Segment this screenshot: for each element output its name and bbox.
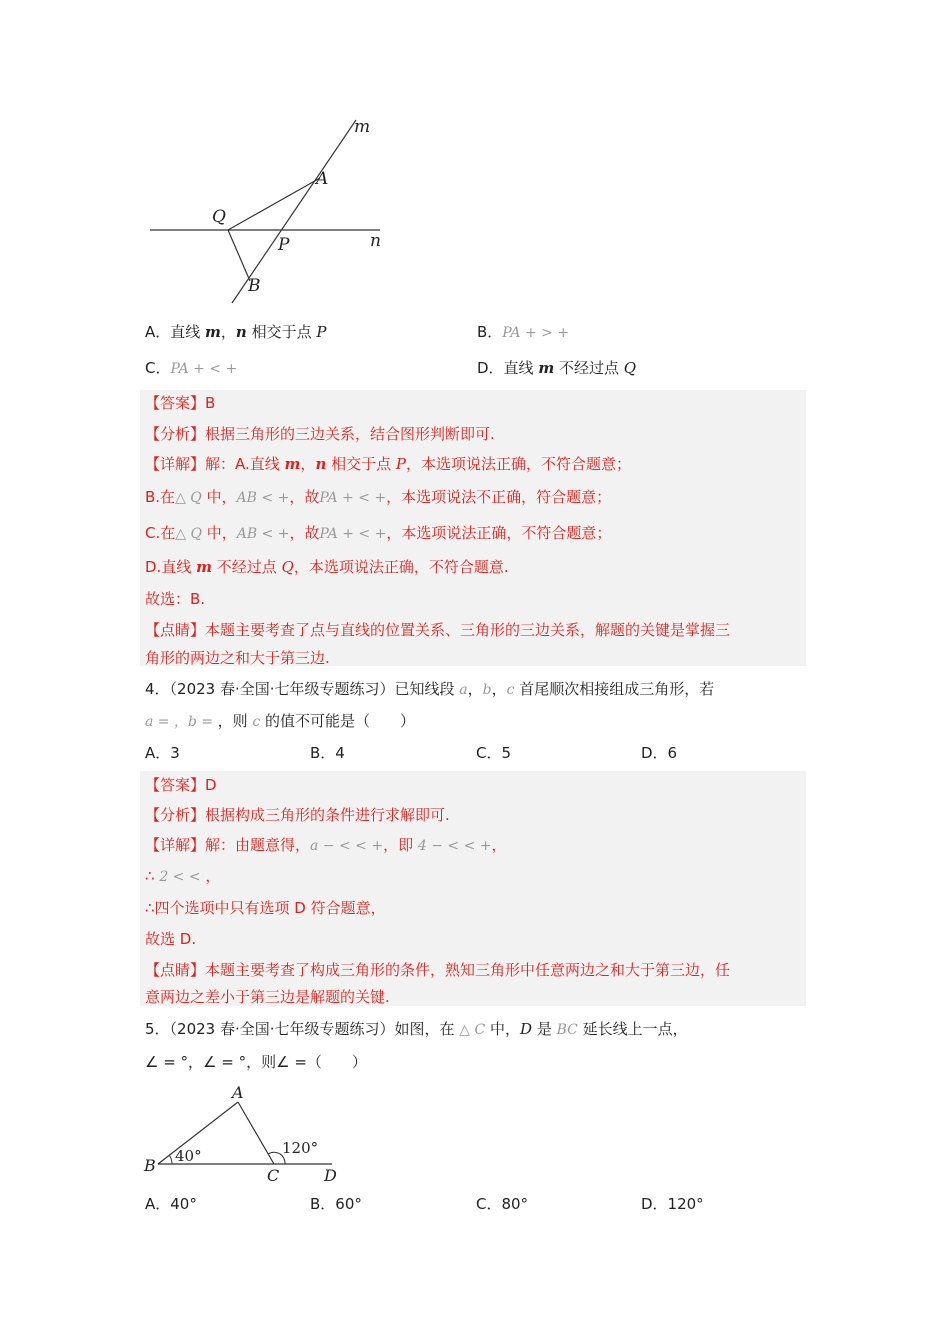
sep: ， <box>220 323 236 341</box>
q3-detail-c-triangle: △ Q <box>175 526 202 542</box>
var-m: m <box>196 558 212 576</box>
sep: ， <box>467 680 483 698</box>
q4-option-a: A．3 <box>145 744 180 762</box>
q3-option-d-mid: 不经过点 <box>554 359 624 377</box>
q4-stem-text: 4．（2023 春·全国·七年级专题练习）已知线段 <box>145 680 460 698</box>
q3-detail-d <box>145 557 509 577</box>
q4-answer: 【答案】D <box>145 776 217 794</box>
q3-detail-a <box>145 454 631 474</box>
label-n: n <box>370 231 381 251</box>
q3-comment-line1: 【点睛】本题主要考查了点与直线的位置关系、三角形的三边关系，解题的关键是掌握三 <box>145 621 731 639</box>
q3-detail-b-end: ，本选项说法不正确，符合题意； <box>386 488 612 506</box>
q3-detail-d-text: D.直线 <box>145 558 197 576</box>
label-P: P <box>278 235 290 255</box>
q3-detail-b-text: B.在 <box>145 488 176 506</box>
q5-stem-end: 延长线上一点， <box>577 1020 688 1038</box>
q3-detail-c-expr1: AB < + <box>236 526 290 542</box>
q3-comment-line2: 角形的两边之和大于第三边. <box>145 649 330 667</box>
figure-lines-m-n <box>140 110 400 310</box>
label-B: B <box>248 276 261 296</box>
q4-detail-expr2: 4 − < < + <box>417 838 492 854</box>
q3-detail-b-expr2: PA + < + <box>319 490 387 506</box>
q5-stem-mid: 中， <box>485 1020 521 1038</box>
therefore-symbol: ∴ <box>145 867 160 885</box>
figure-triangle-abc <box>140 1078 350 1188</box>
angle-arc-B <box>169 1155 172 1164</box>
angle-label-B: 40° <box>175 1147 202 1165</box>
q4-stem-line2 <box>145 711 415 732</box>
q5-stem-text: 5．（2023 春·全国·七年级专题练习）如图，在 <box>145 1020 460 1038</box>
q5-option-c: C．80° <box>476 1195 529 1213</box>
q3-detail-c-expr2: PA + < + <box>319 526 387 542</box>
var-b: b <box>482 682 492 698</box>
q3-option-c-label: C． <box>145 359 171 377</box>
q3-option-a <box>145 322 326 342</box>
q4-therefore-1 <box>145 866 220 887</box>
sep: ， <box>300 455 316 473</box>
q5-stem-line2: ∠ = °，∠ = °，则∠ =（ ） <box>145 1053 367 1071</box>
q4-comment-line1: 【点睛】本题主要考查了构成三角形的条件，熟知三角形中任意两边之和大于第三边，任 <box>145 961 731 979</box>
q3-answer: 【答案】B <box>145 394 216 412</box>
var-a: a <box>459 682 468 698</box>
q4-detail-text: 【详解】解：由题意得， <box>145 836 311 854</box>
q4-comment-line2: 意两边之差小于第三边是解题的关键. <box>145 988 390 1006</box>
q3-option-b-expr: PA + > + <box>502 325 570 341</box>
q4-therefore-2: ∴四个选项中只有选项 D 符合题意， <box>145 899 386 917</box>
q5-option-a: A．40° <box>145 1195 197 1213</box>
q5-option-d: D．120° <box>641 1195 704 1213</box>
var-c: c <box>252 714 261 730</box>
label-m: m <box>354 117 371 137</box>
q3-option-c-expr: PA + < + <box>170 361 238 377</box>
q3-detail-b-triangle: △ Q <box>175 490 202 506</box>
q3-detail-b-so: ，故 <box>289 488 320 506</box>
label-A: A <box>316 169 329 189</box>
q5-option-b: B．60° <box>310 1195 362 1213</box>
q3-option-b <box>477 322 569 343</box>
q3-detail-d-end: ，本选项说法正确，不符合题意. <box>293 558 509 576</box>
q3-option-a-mid: 相交于点 <box>246 323 317 341</box>
q3-detail-d-mid: 不经过点 <box>211 558 282 576</box>
q3-detail-c-text: C.在 <box>145 524 176 542</box>
q3-option-d <box>477 358 636 378</box>
var-m: m <box>284 455 301 473</box>
var-D: D <box>520 1020 533 1038</box>
q5-triangle: △ C <box>459 1022 486 1038</box>
segment-AC <box>238 1102 274 1164</box>
q3-option-d-text: D．直线 <box>477 359 539 377</box>
q4-stem-end: 首尾顺次相接组成三角形，若 <box>514 680 715 698</box>
q4-given-b: b = <box>187 714 218 730</box>
q4-range-expr: 2 < < <box>159 869 201 885</box>
q5-stem-is: 是 <box>532 1020 557 1038</box>
sep: ， <box>491 680 507 698</box>
q5-stem-line1 <box>145 1019 688 1040</box>
angle-label-ext: 120° <box>282 1139 319 1157</box>
q4-option-d: D．6 <box>641 744 678 762</box>
q3-option-b-label: B． <box>477 323 503 341</box>
q4-detail <box>145 835 507 856</box>
sep: ， <box>491 836 507 854</box>
var-m: m <box>205 323 221 341</box>
var-P: P <box>395 455 406 473</box>
segment-QB <box>228 230 250 281</box>
var-n: n <box>315 455 327 473</box>
q3-detail-c-so: ，故 <box>289 524 320 542</box>
q3-analysis: 【分析】根据三角形的三边关系，结合图形判断即可. <box>145 425 495 443</box>
q3-detail-c-mid: 中， <box>201 524 237 542</box>
q4-detail-ie: ，即 <box>383 836 418 854</box>
label-D: D <box>324 1166 337 1185</box>
q4-given-a: a = ， <box>145 714 188 730</box>
q4-stem-line1 <box>145 679 714 700</box>
q3-detail-a-end: ，本选项说法正确，不符合题意； <box>405 455 631 473</box>
q4-detail-expr1: a − < < + <box>310 838 384 854</box>
var-n: n <box>235 323 247 341</box>
sep: ， <box>200 867 221 885</box>
q3-detail-b-mid: 中， <box>201 488 237 506</box>
var-m: m <box>538 359 555 377</box>
var-Q: Q <box>623 359 637 377</box>
label-C: C <box>267 1166 280 1185</box>
q3-option-a-text: A．直线 <box>145 323 206 341</box>
q3-detail-c <box>145 523 611 544</box>
q4-stem-question: 的值不可能是（ ） <box>260 712 415 730</box>
var-Q: Q <box>281 558 294 576</box>
q4-option-b: B．4 <box>310 744 345 762</box>
q3-detail-c-end: ，本选项说法正确，不符合题意； <box>386 524 612 542</box>
var-P: P <box>316 323 327 341</box>
q3-detail-a-mid: 相交于点 <box>326 455 396 473</box>
segment-QA <box>228 178 320 230</box>
var-c: c <box>506 682 515 698</box>
label-B: B <box>144 1156 156 1175</box>
q4-option-c: C．5 <box>476 744 512 762</box>
q4-stem-then: ，则 <box>217 712 253 730</box>
q3-conclusion: 故选：B. <box>145 590 206 608</box>
label-A: A <box>232 1083 244 1102</box>
q4-analysis: 【分析】根据构成三角形的条件进行求解即可. <box>145 806 450 824</box>
q3-detail-a-text: 【详解】解：A.直线 <box>145 455 285 473</box>
label-Q: Q <box>212 207 226 227</box>
var-BC: BC <box>556 1022 578 1038</box>
q3-option-c <box>145 358 237 379</box>
q3-detail-b-expr1: AB < + <box>236 490 290 506</box>
q3-detail-b <box>145 487 611 508</box>
q4-conclusion: 故选 D. <box>145 930 197 948</box>
